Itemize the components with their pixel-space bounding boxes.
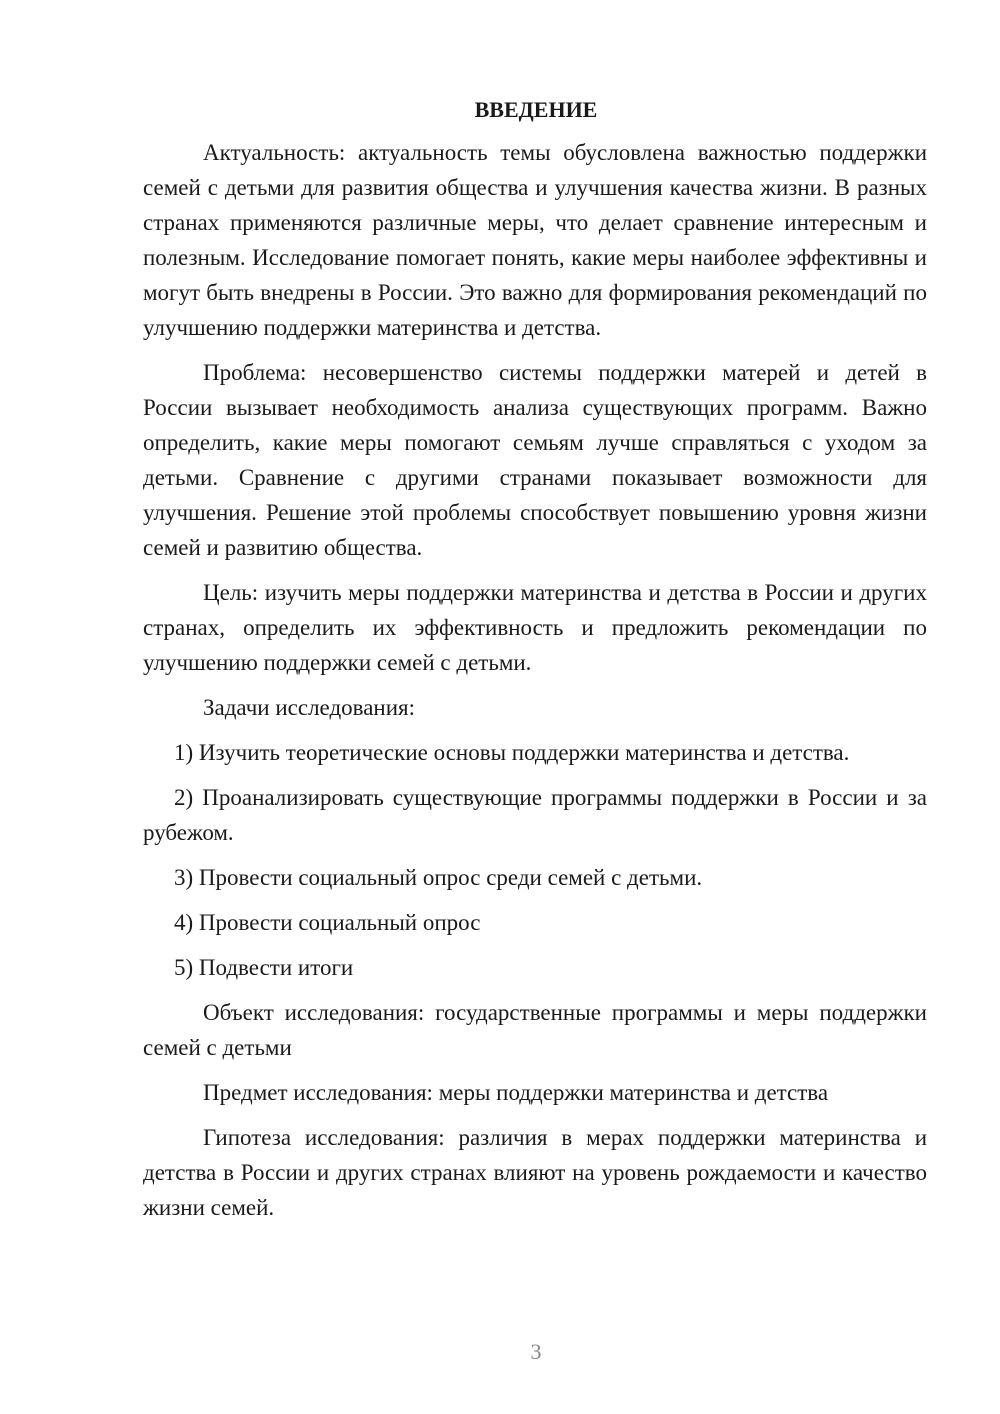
task-item-4: 4) Провести социальный опрос [174,910,481,935]
task-item-1: 1) Изучить теоретические основы поддержки материнства и детства. [174,740,850,765]
hypothesis-paragraph: Гипотеза исследования: различия в мерах поддержки материнства и детства в России и других странах влияют на уровень рождаемости и качество жизни семей. [143,1125,927,1220]
problem-paragraph: Проблема: несовершенство системы поддержки матерей и детей в России вызывает необходимость анализа существующих программ. Важно определить, какие меры помогают семьям лучше справляться с уходом за детьми. Сравнение с другими странами показывает возможности для улучшения. Решение этой проблемы способствует повышению уровня жизни семей и развитию общества. [143,360,927,560]
object-paragraph: Объект исследования: государственные программы и меры поддержки семей с детьми [143,1000,927,1060]
relevance-paragraph: Актуальность: актуальность темы обусловлена важностью поддержки семей с детьми для развития общества и улучшения качества жизни. В разных странах применяются различные меры, что делает сравнение интересным и полезным. Исследование помогает понять, какие меры наиболее эффективны и могут быть внедрены в России. Это важно для формирования рекомендаций по улучшению поддержки материнства и детства. [143,140,927,340]
goal-paragraph: Цель: изучить меры поддержки материнства и детства в России и других странах, определить их эффективность и предложить рекомендации по улучшению поддержки семей с детьми. [143,580,927,675]
page-content [143,92,927,1235]
task-item-5: 5) Подвести итоги [174,955,354,980]
page-title: ВВЕДЕНИЕ [474,97,598,122]
task-item-3: 3) Провести социальный опрос среди семей с детьми. [174,865,703,890]
tasks-heading: Задачи исследования: [203,695,416,720]
task-item-2: 2) Проанализировать существующие программы поддержки в России и за рубежом. [143,785,927,845]
subject-paragraph: Предмет исследования: меры поддержки материнства и детства [203,1080,829,1105]
page-number: 3 [530,1339,542,1364]
